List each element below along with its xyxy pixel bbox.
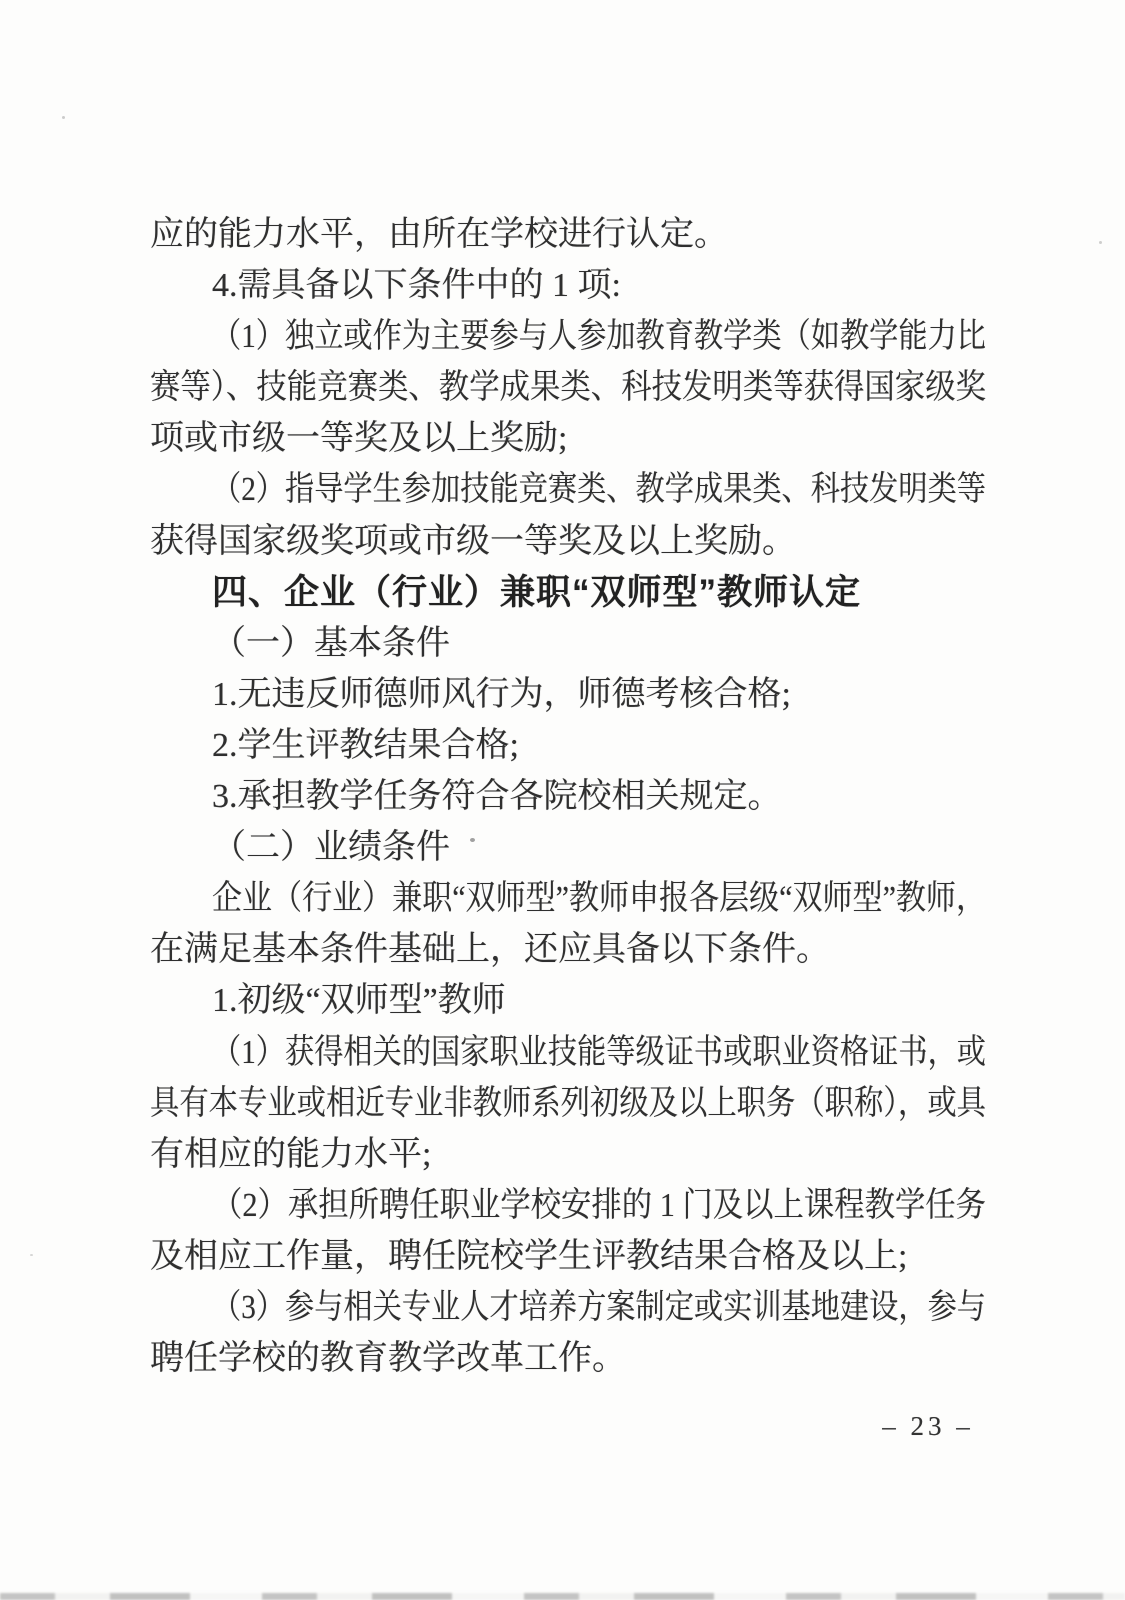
text-line: 在满足基本条件基础上，还应具备以下条件。 — [150, 931, 830, 969]
text-line: 4.需具备以下条件中的 1 项: — [212, 267, 621, 305]
text-line: （2）指导学生参加技能竞赛类、教学成果类、科技发明类等 — [212, 471, 986, 509]
text-line: 项或市级一等奖及以上奖励; — [150, 420, 568, 458]
text-line: 具有本专业或相近专业非教师系列初级及以上职务（职称），或具 — [150, 1084, 986, 1122]
text-line: 应的能力水平，由所在学校进行认定。 — [150, 216, 728, 253]
text-line: 聘任学校的教育教学改革工作。 — [150, 1340, 626, 1378]
text-line: （一）基本条件 — [212, 624, 450, 662]
page-number: – 23 – — [882, 1411, 974, 1441]
text-line: 1.无违反师德师风行为，师德考核合格; — [212, 675, 791, 713]
document-body — [150, 209, 986, 1384]
text-line: 有相应的能力水平; — [150, 1135, 432, 1173]
section-heading: 四、企业（行业）兼职“双师型”教师认定 — [212, 572, 862, 612]
scan-speck — [62, 116, 65, 119]
text-line: 3.承担教学任务符合各院校相关规定。 — [212, 778, 782, 816]
scan-edge-artifact — [0, 1593, 1125, 1600]
text-line: 企业（行业）兼职“双师型”教师申报各层级“双师型”教师， — [212, 880, 986, 918]
text-line: 获得国家级奖项或市级一等奖及以上奖励。 — [150, 522, 796, 560]
text-line: 及相应工作量，聘任院校学生评教结果合格及以上; — [150, 1237, 908, 1275]
text-line: （二）业绩条件 — [212, 829, 450, 867]
text-line: （1）独立或作为主要参与人参加教育教学类（如教学能力比 — [212, 318, 986, 356]
text-line: 2.学生评教结果合格; — [212, 726, 519, 764]
text-line: （2）承担所聘任职业学校安排的 1 门及以上课程教学任务 — [212, 1186, 986, 1224]
scan-speck — [1099, 241, 1102, 244]
text-line: 1.初级“双师型”教师 — [212, 982, 506, 1020]
scan-speck — [30, 1254, 33, 1256]
text-line: （3）参与相关专业人才培养方案制定或实训基地建设，参与 — [212, 1288, 986, 1326]
text-line: 赛等）、技能竞赛类、教学成果类、科技发明类等获得国家级奖 — [150, 369, 986, 407]
text-line: （1）获得相关的国家职业技能等级证书或职业资格证书，或 — [212, 1033, 986, 1071]
